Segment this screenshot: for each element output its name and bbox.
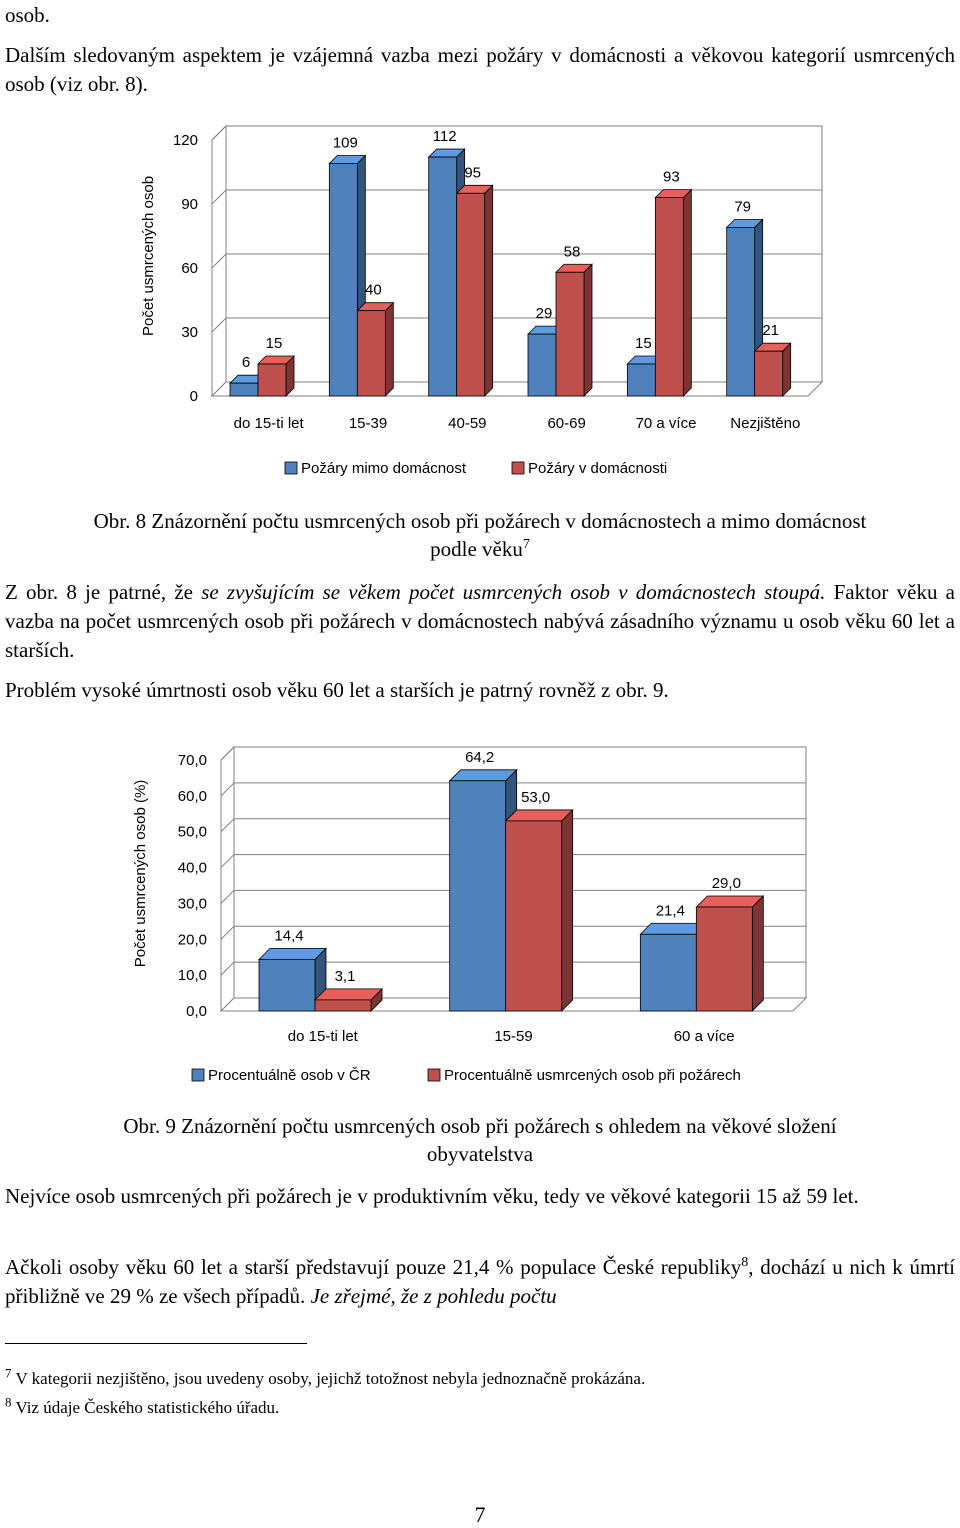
footnote-ref-7: 7 (522, 537, 530, 552)
data-label: 15 (634, 335, 652, 352)
footnote-8 (5, 1394, 280, 1419)
y-tick-label: 60,0 (177, 787, 207, 805)
bar-top (259, 948, 326, 959)
bar-side (752, 896, 763, 1011)
data-label: 95 (464, 164, 482, 182)
bar (556, 272, 584, 396)
y-tick-label: 50,0 (177, 823, 207, 841)
y-tick-label: 20,0 (177, 931, 207, 949)
bar (640, 934, 696, 1011)
y-tick-label: 40,0 (177, 859, 207, 877)
footnote-number: 8 (5, 1394, 12, 1410)
y-tick-label: 70,0 (177, 752, 207, 769)
data-label: 29,0 (711, 875, 741, 893)
bar-side (584, 264, 592, 396)
bar (655, 198, 683, 396)
paragraph-4: Nejvíce osob usmrcených při požárech je v produktivním věku, tedy ve věkové kategorii 15 až 59 let. (5, 1184, 859, 1208)
data-label: 79 (734, 198, 752, 216)
data-label: 40 (364, 281, 382, 299)
bar-side (783, 343, 791, 396)
y-axis-title: Počet usmrcených osob (140, 175, 157, 337)
footnote-text: V kategorii nezjištěno, jsou uvedeny osoby, jejichž totožnost nebyla jednoznačně prokázána. (15, 1369, 646, 1388)
data-label: 29 (535, 305, 553, 323)
y-tick-label: 0,0 (186, 1003, 207, 1020)
category-label: Nezjištěno (730, 415, 801, 432)
paragraph-5 (5, 1253, 955, 1311)
y-tick-label: 90 (181, 196, 198, 213)
bar-top (506, 810, 573, 821)
paragraph-3: Problém vysoké úmrtnosti osob věku 60 let a starších je patrný rovněž z obr. 9. (5, 678, 669, 702)
paragraph-2-emphasis: se zvyšujícím se věkem počet usmrcených osob v domácnostech stoupá. (201, 580, 826, 604)
category-label: 60-69 (547, 415, 586, 432)
bar (457, 193, 485, 396)
paragraph-5-middle: , dochází u nich k úmrtí přibližně ve 29 % ze všech případů. (5, 1255, 955, 1308)
y-tick-label: 0 (189, 388, 198, 405)
data-label: 21,4 (655, 902, 685, 920)
chart-figure-9 (0, 730, 960, 1100)
bar (506, 821, 562, 1011)
y-tick-label: 120 (172, 132, 198, 149)
page-number: 7 (474, 1502, 486, 1527)
paragraph-2-rest: Faktor věku a vazba na počet usmrcených osob při požárech v domácnostech nabývá zásadního významu u osob věku 60 let a starších. (5, 580, 955, 662)
legend-swatch (285, 462, 297, 474)
data-label: 3,1 (334, 967, 356, 985)
bar (627, 364, 655, 396)
bar (755, 351, 783, 396)
bar (258, 364, 286, 396)
data-label: 64,2 (465, 748, 495, 766)
bar-side (562, 810, 573, 1011)
bar-top (315, 989, 382, 1000)
bar (315, 1000, 371, 1011)
legend-entry: Požáry mimo domácnost (301, 460, 467, 477)
data-label: 112 (432, 128, 457, 146)
bar-top (696, 896, 763, 907)
y-axis-title: Počet usmrcených osob (%) (132, 779, 149, 968)
footnote-text: Viz údaje Českého statistického úřadu. (15, 1398, 280, 1417)
y-tick-label: 60 (181, 260, 198, 277)
paragraph-5-start: Ačkoli osoby věku 60 let a starší představují pouze 21,4 % populace České republiky (5, 1255, 742, 1279)
legend-swatch (512, 462, 524, 474)
category-label: do 15-ti let (233, 415, 304, 432)
legend-swatch (192, 1069, 204, 1081)
bar (450, 781, 506, 1011)
footnote-ref-8: 8 (741, 1255, 749, 1270)
bar (727, 227, 755, 396)
paragraph-2 (5, 578, 955, 665)
bar (230, 383, 258, 396)
legend-entry: Požáry v domácnosti (528, 460, 668, 477)
bar (429, 157, 457, 396)
footnote-number: 7 (5, 1365, 12, 1381)
paragraph-5-emphasis: Je zřejmé, že z pohledu počtu (310, 1284, 557, 1308)
data-label: 58 (563, 243, 581, 261)
data-label: 21 (762, 322, 780, 340)
category-label: 15-39 (348, 415, 388, 432)
data-label: 15 (265, 335, 283, 352)
data-label: 14,4 (274, 927, 304, 945)
caption-line-1: Obr. 9 Znázornění počtu usmrcených osob při požárech s ohledem na věkové složení (123, 1114, 837, 1138)
caption-line-1: Obr. 8 Znázornění počtu usmrcených osob při požárech v domácnostech a mimo domácnost (93, 509, 867, 533)
legend-entry: Procentuálně osob v ČR (208, 1067, 371, 1084)
y-tick-label: 30 (181, 324, 198, 341)
bar (357, 311, 385, 396)
category-label: 15-59 (494, 1028, 533, 1045)
caption-line-2: podle věku (430, 537, 523, 561)
category-label: 70 a více (635, 415, 697, 432)
paragraph-2-intro: Z obr. 8 je patrné, že (5, 580, 202, 604)
bar (329, 163, 357, 396)
footnote-7 (5, 1365, 646, 1390)
bar (528, 334, 556, 396)
bar (259, 959, 315, 1011)
bar-side (683, 190, 691, 396)
side-wall (221, 747, 234, 1011)
category-label: 60 a více (673, 1028, 735, 1045)
footnote-separator (5, 1343, 307, 1344)
category-label: 40-59 (448, 415, 487, 432)
bar-top (450, 770, 517, 781)
legend-entry: Procentuálně usmrcených osob při požárech (444, 1067, 741, 1084)
data-label: 6 (241, 354, 251, 372)
bar-side (385, 303, 393, 396)
top-fragment: osob. (5, 3, 50, 27)
data-label: 93 (662, 168, 680, 186)
data-label: 109 (332, 134, 358, 152)
data-label: 53,0 (521, 788, 551, 806)
category-label: do 15-ti let (287, 1028, 358, 1045)
paragraph-1: Dalším sledovaným aspektem je vzájemná vazba mezi požáry v domácnosti a věkovou kategorií usmrcených osob (viz obr. 8). (5, 43, 955, 96)
y-tick-label: 30,0 (177, 895, 207, 913)
caption-line-2: obyvatelstva (426, 1142, 534, 1166)
figure-9-caption (0, 1112, 960, 1168)
bar-side (485, 185, 493, 396)
bar (696, 907, 752, 1011)
legend-swatch (428, 1069, 440, 1081)
figure-8-caption (0, 507, 960, 563)
y-tick-label: 10,0 (177, 967, 207, 985)
